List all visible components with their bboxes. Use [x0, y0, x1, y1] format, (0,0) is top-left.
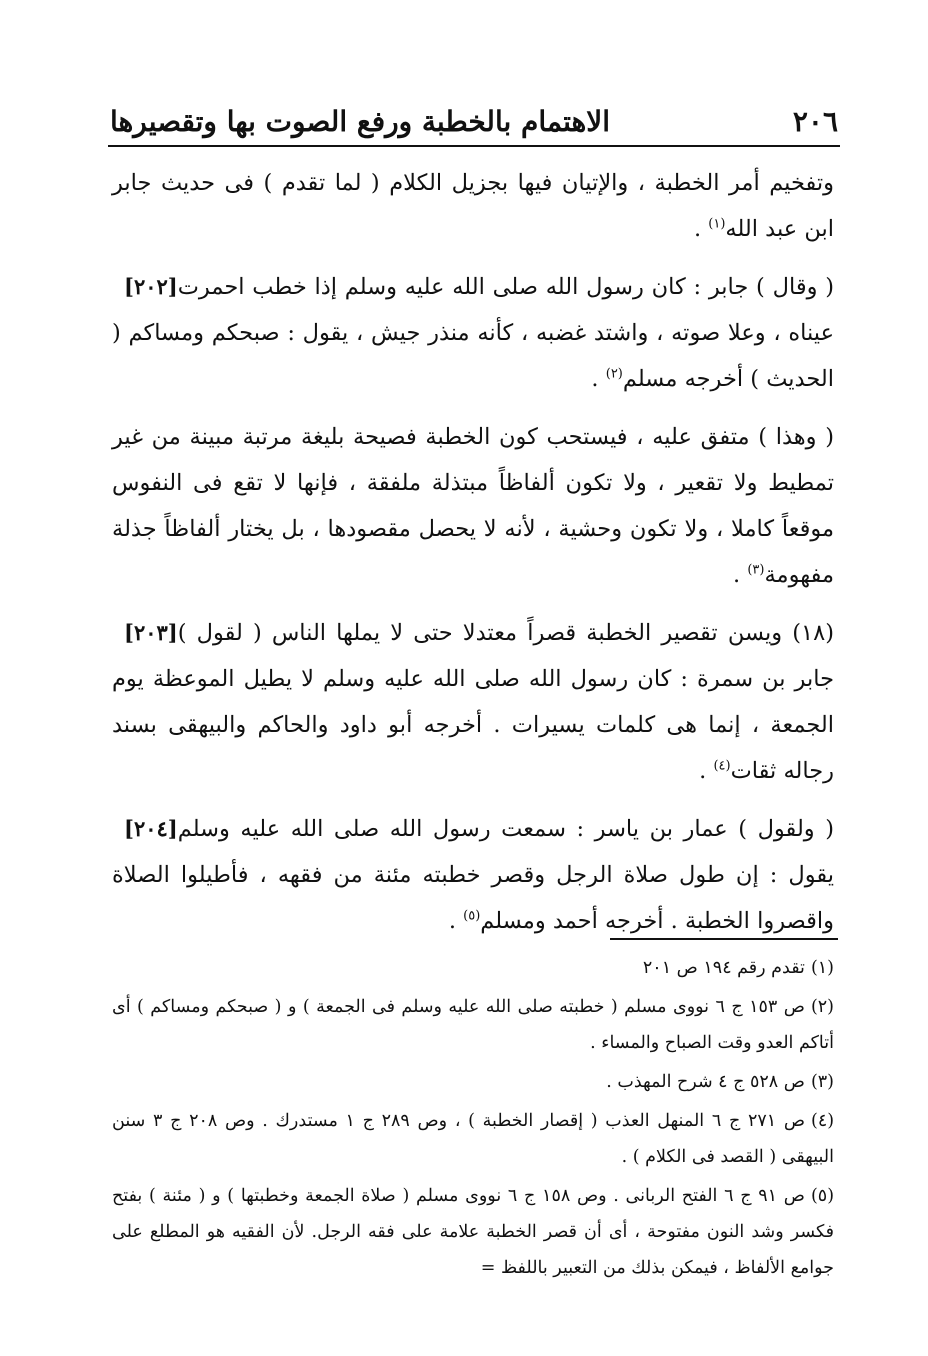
- paragraph-text: وتفخيم أمر الخطبة ، والإتيان فيها بجزيل الكلام ( لما تقدم ) فى حديث جابر ابن عبد الله: [112, 170, 834, 242]
- footnote-ref: (٥): [463, 908, 481, 924]
- footnote-4: [112, 1103, 834, 1175]
- paragraph-tail: .: [699, 758, 714, 784]
- footnote-ref: (١): [708, 216, 726, 232]
- footnote-1: [112, 950, 834, 986]
- paragraph-2: [112, 264, 834, 402]
- paragraph-tail: .: [693, 216, 709, 242]
- paragraph-text: (١٨) ويسن تقصير الخطبة قصراً معتدلا حتى لا يملها الناس ( لقول ) جابر بن سمرة : كان رسول الله صلى الله عليه وسلم لا يطيل الموعظة يوم الجمعة ، إنما هى كلمات يسيرات . أخرجه أبو داود والحاكم والبيهقى بسند رجاله ثقات: [112, 620, 834, 784]
- footnote-ref: (٤): [713, 758, 731, 774]
- paragraph-tail: .: [591, 366, 606, 392]
- footnote-text: ص ١٥٣ ج ٦ نووى مسلم ( خطبته صلى الله عليه وسلم فى الجمعة ) و ( صبحكم ومساكم ) أى أتاكم العدو وقت الصباح والمساء .: [112, 997, 834, 1053]
- paragraph-text: ( ولقول ) عمار بن ياسر : سمعت رسول الله صلى الله عليه وسلم يقول : إن طول صلاة الرجل وقصر خطبته مئنة من فقهه ، فأطيلوا الصلاة واقصروا الخطبة . أخرجه أحمد ومسلم: [112, 816, 834, 934]
- footnote-number: (١): [810, 958, 834, 978]
- footnote-text: تقدم رقم ١٩٤ ص ٢٠١: [642, 958, 805, 978]
- footnote-5: [112, 1178, 834, 1286]
- paragraph-1: [112, 160, 834, 252]
- paragraph-5: [112, 806, 834, 944]
- paragraph-tail: .: [448, 908, 464, 934]
- page-number: ٢٠٦: [792, 105, 838, 138]
- hadith-number: [٢٠٤]: [124, 816, 178, 841]
- paragraph-4: [112, 610, 834, 794]
- footnotes: [112, 950, 834, 1289]
- hadith-number: [٢٠٣]: [124, 620, 178, 645]
- header-rule: [108, 145, 840, 147]
- footnote-text: ص ٩١ ج ٦ الفتح الربانى . وص ١٥٨ ج ٦ نووى مسلم ( صلاة الجمعة وخطبتها ) و ( مئنة ) بفتح فكسر وشد النون مفتوحة ، أى أن قصر الخطبة علامة على فقه الرجل. لأن الفقيه هو المطلع على جوامع الألفاظ ، فيمكن بذلك من التعبير باللفظ =: [112, 1186, 834, 1278]
- footnote-rule: [610, 938, 838, 940]
- footnote-text: ص ٥٢٨ ج ٤ شرح المهذب .: [606, 1072, 805, 1092]
- paragraph-tail: .: [733, 562, 748, 588]
- footnote-number: (٥): [810, 1186, 835, 1206]
- footnote-number: (٣): [810, 1072, 834, 1092]
- hadith-number: [٢٠٢]: [124, 274, 178, 299]
- footnote-2: [112, 989, 834, 1061]
- running-title: الاهتمام بالخطبة ورفع الصوت بها وتقصيرها: [110, 105, 611, 138]
- footnote-ref: (٢): [605, 366, 623, 382]
- paragraph-3: [112, 414, 834, 598]
- footnote-ref: (٣): [747, 562, 765, 578]
- footnote-number: (٢): [810, 997, 834, 1017]
- footnote-3: [112, 1064, 834, 1100]
- footnote-text: ص ٢٧١ ج ٦ المنهل العذب ( إقصار الخطبة ) ، وص ٢٨٩ ج ١ مستدرك . وص ٢٠٨ ج ٣ سنن البيهقى ( القصد فى الكلام ) .: [112, 1111, 834, 1167]
- paragraph-text: ( وهذا ) متفق عليه ، فيستحب كون الخطبة فصيحة بليغة مرتبة مبينة من غير تمطيط ولا تقعير ، ولا تكون ألفاظاً مبتذلة ملفقة ، فإنها لا تقع فى النفوس موقعاً كاملا ، ولا تكون وحشية ، لأنه لا يحصل مقصودها ، بل يختار ألفاظاً جذلة مفهومة: [112, 424, 834, 588]
- paragraph-text: ( وقال ) جابر : كان رسول الله صلى الله عليه وسلم إذا خطب احمرت عيناه ، وعلا صوته ، واشتد غضبه ، كأنه منذر جيش ، يقول : صبحكم ومساكم ( الحديث ) أخرجه مسلم: [112, 274, 834, 392]
- body-text: [112, 160, 834, 956]
- footnote-number: (٤): [811, 1111, 835, 1131]
- running-head: [110, 88, 838, 138]
